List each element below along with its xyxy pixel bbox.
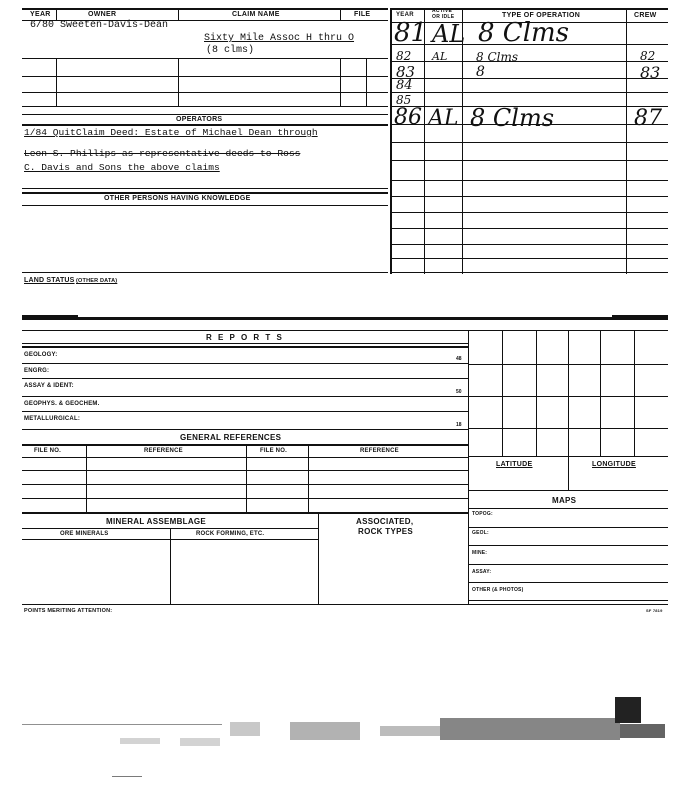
- op-row-active: AL: [432, 20, 466, 48]
- op-header-active: ACTIVE: [432, 8, 453, 14]
- op-row-year: 85: [396, 93, 412, 107]
- maps-row-label: MINE:: [472, 550, 488, 556]
- op-row-crew: 87: [634, 106, 662, 131]
- form-number: SF 7819: [646, 608, 663, 613]
- op-row-crew: 83: [640, 63, 661, 82]
- reports-row-num: 48: [456, 356, 462, 362]
- reports-row-label: ENGRG:: [24, 368, 50, 374]
- op-row-type: 8 Clms: [470, 104, 555, 132]
- claim-name-line1: Sixty Mile Assoc H thru O: [204, 33, 355, 44]
- op-row-type: 8 Clms: [478, 18, 570, 48]
- maps-title: MAPS: [552, 496, 577, 505]
- other-persons-title: OTHER PERSONS HAVING KNOWLEDGE: [104, 195, 251, 202]
- op-row-year: 82: [396, 49, 412, 63]
- mineral-assemblage-title: MINERAL ASSEMBLAGE: [106, 517, 207, 526]
- longitude-label: LONGITUDE: [592, 461, 636, 468]
- maps-row-label: TOPOG:: [472, 511, 493, 517]
- associated-line1: ASSOCIATED,: [356, 517, 414, 526]
- op-row-type: 8 Clms: [476, 50, 519, 64]
- associated-line2: ROCK TYPES: [358, 527, 414, 536]
- reports-title: R E P O R T S: [206, 333, 284, 342]
- op-row-crew: 82: [640, 49, 656, 63]
- col-reference: REFERENCE: [360, 448, 399, 454]
- op-row-type: 8: [476, 64, 485, 80]
- op-header-crew: CREW: [634, 12, 657, 19]
- reports-row-num: 18: [456, 422, 462, 428]
- op-row-year: 81: [394, 18, 428, 48]
- op-header-type: TYPE OF OPERATION: [502, 12, 581, 19]
- reports-row-label: METALLURGICAL:: [24, 416, 81, 422]
- col-reference: REFERENCE: [144, 448, 183, 454]
- operators-line1: 1/84 QuitClaim Deed: Estate of Michael Dean through: [24, 127, 318, 138]
- op-row-year: 86: [394, 105, 422, 130]
- maps-row-label: GEOL:: [472, 530, 489, 536]
- reports-row-label: GEOPHYS. & GEOCHEM.: [24, 401, 100, 407]
- reports-row-num: 50: [456, 389, 462, 395]
- header-file: FILE: [354, 11, 371, 18]
- divider-mark: [22, 315, 78, 320]
- land-status-sub: (OTHER DATA): [76, 278, 118, 284]
- operators-title: OPERATORS: [176, 116, 223, 123]
- header-owner: OWNER: [88, 11, 117, 18]
- maps-row-label: OTHER (& PHOTOS): [472, 587, 524, 593]
- operators-line2: Leon S. Phillips as representative deeds to Ross: [24, 148, 301, 159]
- col-file-no: FILE NO.: [260, 448, 287, 454]
- op-header-or-idle: OR IDLE: [432, 14, 455, 20]
- reports-row-label: GEOLOGY:: [24, 352, 58, 358]
- rock-forming-label: ROCK FORMING, ETC.: [196, 531, 265, 537]
- claim-year-owner: 6/80 Sweeten-Davis-Dean: [30, 20, 169, 31]
- op-header-year: YEAR: [396, 12, 414, 18]
- header-claim-name: CLAIM NAME: [232, 11, 280, 18]
- ore-minerals-label: ORE MINERALS: [60, 531, 109, 537]
- op-row-year: 84: [396, 78, 413, 93]
- land-status-label: LAND STATUS: [24, 277, 75, 284]
- col-file-no: FILE NO.: [34, 448, 61, 454]
- divider-rule: [22, 317, 668, 320]
- op-row-active: AL: [432, 50, 448, 63]
- divider-mark: [612, 315, 668, 320]
- header-year: YEAR: [30, 11, 51, 18]
- operators-line3: C. Davis and Sons the above claims: [24, 162, 220, 173]
- latitude-label: LATITUDE: [496, 461, 533, 468]
- reports-row-label: ASSAY & IDENT:: [24, 383, 74, 389]
- op-row-active: AL: [428, 106, 459, 131]
- claim-name-line2: (8 clms): [206, 45, 255, 56]
- points-label: POINTS MERITING ATTENTION:: [24, 608, 113, 614]
- general-references-title: GENERAL REFERENCES: [180, 433, 282, 442]
- op-row-year: 83: [396, 63, 416, 81]
- maps-row-label: ASSAY:: [472, 569, 492, 575]
